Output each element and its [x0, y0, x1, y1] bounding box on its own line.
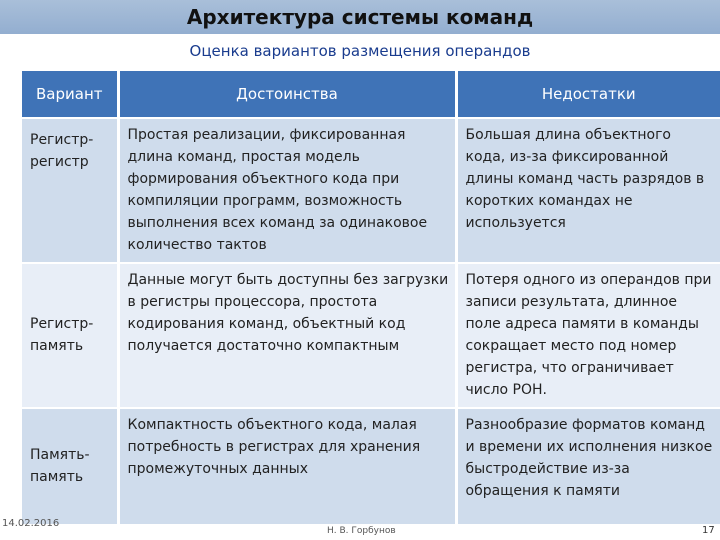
header-cons: Недостатки — [456, 71, 720, 118]
table-row — [22, 408, 720, 524]
row-variant: Память-память — [22, 408, 118, 524]
slide-title: Архитектура системы команд — [186, 5, 534, 29]
table-row — [22, 263, 720, 408]
row-pros: Компактность объектного кода, малая потребность в регистрах для хранения промежуточных данных — [118, 408, 456, 524]
row-cons: Потеря одного из операндов при записи результата, длинное поле адреса памяти в команды сокращает место под номер регистра, что ограничивает число РОН. — [456, 263, 720, 408]
header-pros: Достоинства — [118, 71, 456, 118]
row-pros: Простая реализации, фиксированная длина команд, простая модель формирования объектного кода при компиляции программ, возможность выполнения всех команд за одинаковое количество тактов — [118, 118, 456, 263]
row-cons: Разнообразие форматов команд и времени их исполнения низкое быстродействие из-за обращения к памяти — [456, 408, 720, 524]
row-pros: Данные могут быть доступны без загрузки в регистры процессора, простота кодирования команд, объектный код получается достаточно компактным — [118, 263, 456, 408]
operand-placement-table — [22, 71, 720, 524]
slide-title-bar — [0, 0, 720, 34]
row-cons: Большая длина объектного кода, из-за фиксированной длины команд часть разрядов в коротких командах не используется — [456, 118, 720, 263]
page-number: 17 — [702, 525, 715, 536]
slide-subtitle: Оценка вариантов размещения операндов — [189, 42, 531, 60]
header-variant: Вариант — [22, 71, 118, 118]
footer-author: Н. В. Горбунов — [327, 526, 396, 536]
table-header-row — [22, 71, 720, 118]
footer-date: 14.02.2016 — [2, 518, 60, 529]
table-row — [22, 118, 720, 263]
row-variant: Регистр-память — [22, 263, 118, 408]
row-variant: Регистр-регистр — [22, 118, 118, 263]
